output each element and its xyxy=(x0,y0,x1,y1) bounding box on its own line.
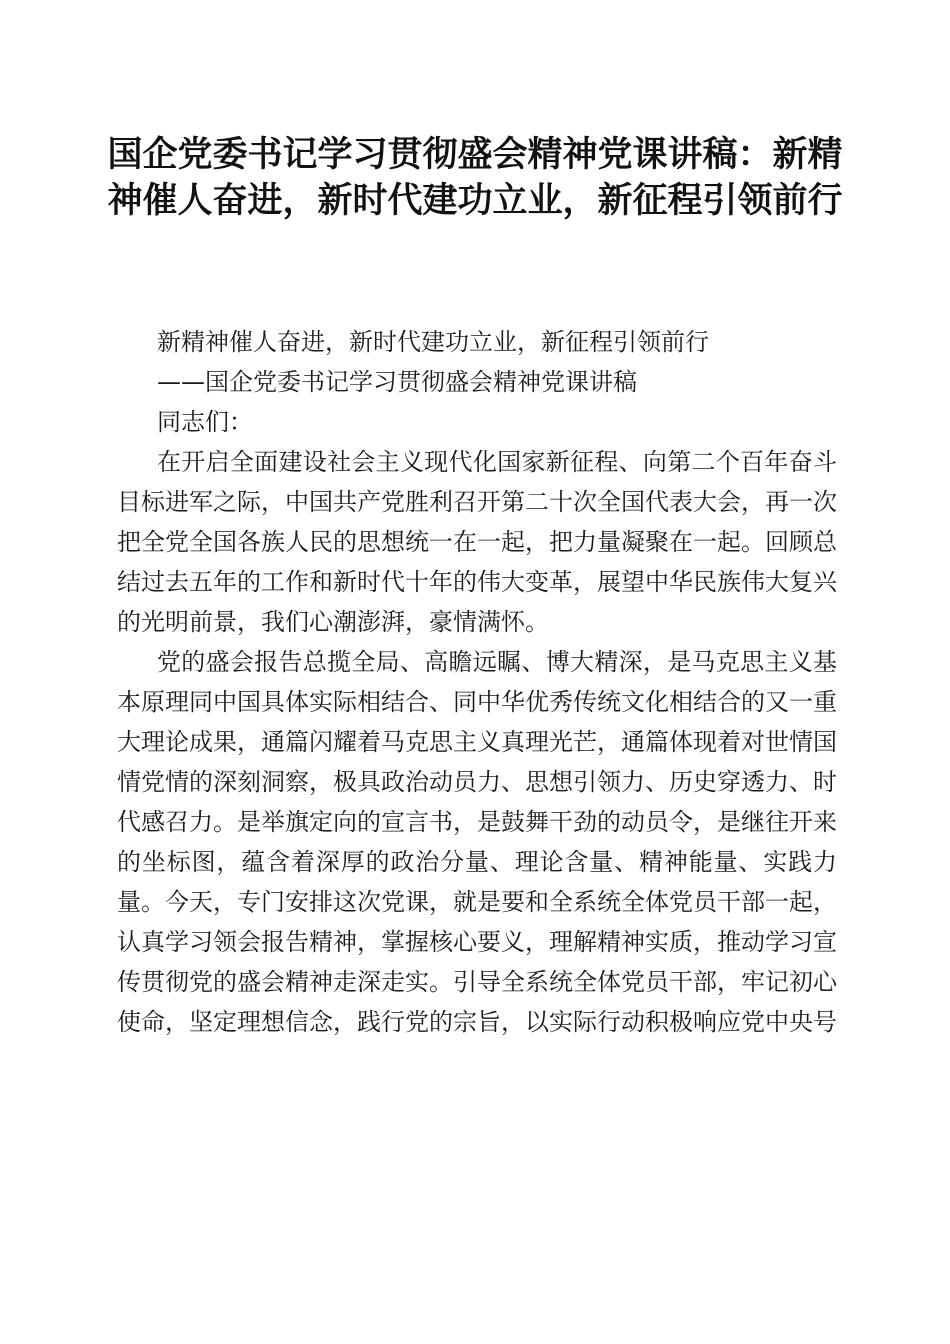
subtitle-main: 新精神催人奋进，新时代建功立业，新征程引领前行 xyxy=(157,328,709,356)
paragraph-1: 在开启全面建设社会主义现代化国家新征程、向第二个百年奋斗目标进军之际，中国共产党胜利召开第二十次全国代表大会，再一次把全党全国各族人民的思想统一在一起，把力量凝聚在一起。回顾总结过去五年的工作和新时代十年的伟大变革，展望中华民族伟大复兴的光明前景，我们心潮澎湃，豪情满怀。 xyxy=(117,448,837,636)
salutation: 同志们： xyxy=(157,408,253,436)
document-title: 国企党委书记学习贯彻盛会精神党课讲稿：新精神催人奋进，新时代建功立业，新征程引领前行 xyxy=(107,134,843,221)
document-body xyxy=(117,322,837,1042)
subtitle-sub: ——国企党委书记学习贯彻盛会精神党课讲稿 xyxy=(157,368,637,396)
paragraph-2: 党的盛会报告总揽全局、高瞻远瞩、博大精深，是马克思主义基本原理同中国具体实际相结合、同中华优秀传统文化相结合的又一重大理论成果，通篇闪耀着马克思主义真理光芒，通篇体现着对世情国情党情的深刻洞察，极具政治动员力、思想引领力、历史穿透力、时代感召力。是举旗定向的宣言书，是鼓舞干劲的动员令，是继往开来的坐标图，蕴含着深厚的政治分量、理论含量、精神能量、实践力量。今天，专门安排这次党课，就是要和全系统全体党员干部一起，认真学习领会报告精神，掌握核心要义，理解精神实质，推动学习宣传贯彻党的盛会精神走深走实。引导全系统全体党员干部，牢记初心使命，坚定理想信念，践行党的宗旨，以实际行动积极响应党中央号 xyxy=(117,648,837,1036)
